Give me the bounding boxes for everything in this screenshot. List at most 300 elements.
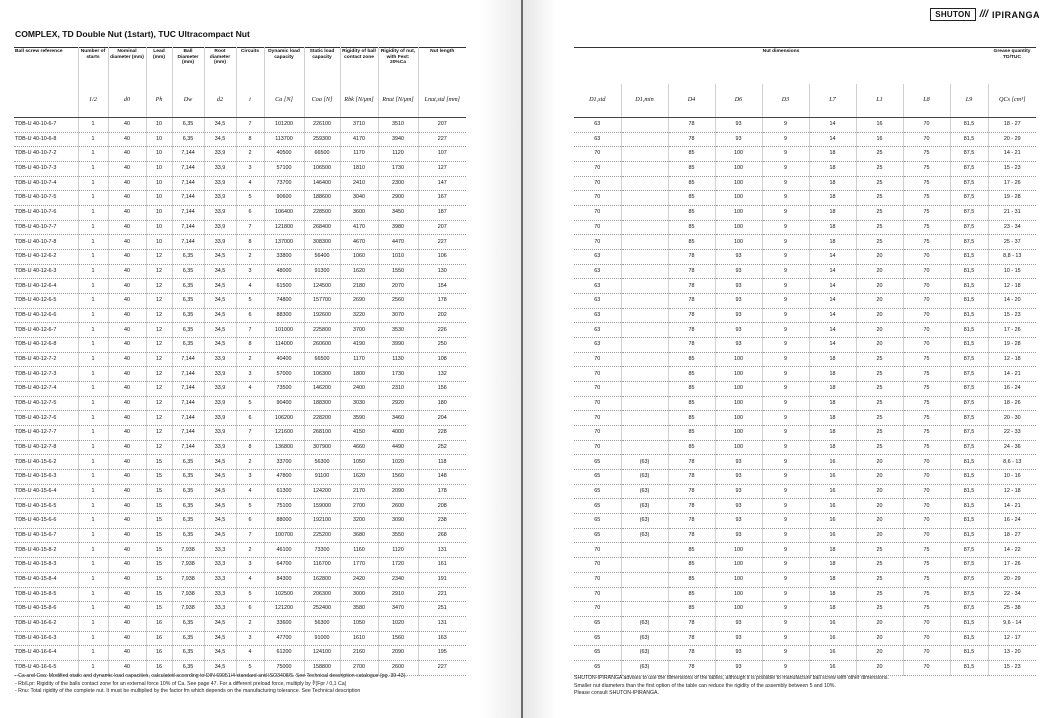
- table-cell: 8: [236, 132, 264, 147]
- table-cell: 227: [418, 132, 466, 147]
- table-cell: 16: [856, 118, 903, 133]
- table-cell: 2: [236, 455, 264, 470]
- table-cell: 7: [236, 220, 264, 235]
- table-cell: 5: [236, 660, 264, 675]
- table-cell: 8: [236, 338, 264, 353]
- table-cell: 18 - 27: [988, 118, 1036, 133]
- table-cell: 20: [856, 514, 903, 529]
- table-row: [574, 132, 1036, 147]
- table-row: [14, 426, 466, 441]
- table-cell: TDB-U 40-15-6-6: [14, 514, 78, 529]
- table-cell: 7,938: [172, 602, 204, 617]
- table-cell: 18: [809, 558, 856, 573]
- table-cell: 1: [78, 294, 108, 309]
- table-cell: 15 - 23: [988, 308, 1036, 323]
- table-cell: 1: [78, 176, 108, 191]
- table-cell: 81,5: [950, 118, 988, 133]
- table-cell: 81,5: [950, 294, 988, 309]
- table-cell: 1620: [340, 470, 378, 485]
- table-cell: 70: [574, 147, 621, 162]
- table-cell: 124500: [304, 279, 340, 294]
- table-cell: 6: [236, 514, 264, 529]
- table-cell: 70: [903, 132, 950, 147]
- table-cell: 18: [809, 411, 856, 426]
- right-page: [523, 0, 1058, 718]
- table-cell: 78: [668, 279, 715, 294]
- specs-column-header: Root diameter (mm): [204, 48, 236, 84]
- table-cell: 6,35: [172, 484, 204, 499]
- table-cell: 70: [903, 308, 950, 323]
- table-row: [14, 264, 466, 279]
- dimension-symbol: L7: [809, 84, 856, 118]
- table-cell: 93: [715, 484, 762, 499]
- table-cell: 40: [108, 646, 146, 661]
- table-cell: 7,144: [172, 426, 204, 441]
- table-cell: [621, 147, 668, 162]
- table-cell: 16: [809, 631, 856, 646]
- table-cell: 84300: [264, 572, 304, 587]
- table-cell: 81,5: [950, 264, 988, 279]
- table-cell: 1810: [340, 162, 378, 177]
- table-cell: 40: [108, 294, 146, 309]
- table-cell: 7,144: [172, 411, 204, 426]
- table-cell: 158800: [304, 660, 340, 675]
- table-cell: 16: [809, 470, 856, 485]
- table-cell: 85: [668, 426, 715, 441]
- table-cell: 12: [146, 338, 172, 353]
- table-cell: 192600: [304, 308, 340, 323]
- table-cell: 3: [236, 631, 264, 646]
- table-cell: 90400: [264, 396, 304, 411]
- table-cell: 33800: [264, 250, 304, 265]
- table-cell: 1020: [378, 616, 418, 631]
- table-cell: 65: [574, 646, 621, 661]
- table-cell: 87,5: [950, 382, 988, 397]
- table-cell: 85: [668, 602, 715, 617]
- table-cell: 6,35: [172, 455, 204, 470]
- table-cell: TDB-U 40-10-7-5: [14, 191, 78, 206]
- table-cell: 40: [108, 558, 146, 573]
- table-cell: 114000: [264, 338, 304, 353]
- table-cell: 40: [108, 528, 146, 543]
- table-cell: 1160: [340, 543, 378, 558]
- table-cell: 70: [574, 440, 621, 455]
- table-cell: 78: [668, 338, 715, 353]
- table-cell: 167: [418, 191, 466, 206]
- table-cell: 121600: [264, 426, 304, 441]
- table-cell: 15 - 23: [988, 660, 1036, 675]
- table-cell: 93: [715, 132, 762, 147]
- table-cell: 25: [856, 602, 903, 617]
- table-cell: 20: [856, 250, 903, 265]
- table-cell: 70: [574, 602, 621, 617]
- table-cell: 61500: [264, 279, 304, 294]
- table-cell: 87,5: [950, 147, 988, 162]
- table-cell: 47800: [264, 470, 304, 485]
- table-cell: 1: [78, 382, 108, 397]
- specs-column-header: Static load capacity: [304, 48, 340, 84]
- table-cell: 25: [856, 587, 903, 602]
- table-cell: 78: [668, 308, 715, 323]
- table-cell: 16: [809, 646, 856, 661]
- table-cell: 18: [809, 367, 856, 382]
- table-cell: 85: [668, 572, 715, 587]
- specs-symbol: d0: [108, 84, 146, 118]
- table-cell: 7: [236, 426, 264, 441]
- table-cell: 1: [78, 220, 108, 235]
- table-cell: TDB-U 40-15-6-3: [14, 470, 78, 485]
- table-cell: 100: [715, 543, 762, 558]
- table-cell: 65: [574, 514, 621, 529]
- table-cell: 9: [762, 455, 809, 470]
- table-cell: 3710: [340, 118, 378, 133]
- table-cell: 18 - 27: [988, 528, 1036, 543]
- dimension-symbol: QCs [cm³]: [988, 84, 1036, 118]
- table-row: [14, 323, 466, 338]
- table-cell: 3980: [378, 220, 418, 235]
- table-row: [14, 528, 466, 543]
- table-cell: TDB-U 40-10-7-2: [14, 147, 78, 162]
- table-cell: 88000: [264, 514, 304, 529]
- table-cell: 87,5: [950, 602, 988, 617]
- table-cell: 2700: [340, 660, 378, 675]
- table-cell: 56300: [304, 455, 340, 470]
- table-cell: 118: [418, 455, 466, 470]
- table-cell: 75: [903, 220, 950, 235]
- table-cell: 188300: [304, 396, 340, 411]
- table-cell: 206300: [304, 587, 340, 602]
- table-cell: 1050: [340, 616, 378, 631]
- table-cell: 12: [146, 426, 172, 441]
- table-cell: 1: [78, 206, 108, 221]
- table-cell: TDB-U 40-12-7-6: [14, 411, 78, 426]
- table-cell: 25: [856, 426, 903, 441]
- table-cell: 25: [856, 176, 903, 191]
- table-cell: 10: [146, 220, 172, 235]
- table-cell: 34,5: [204, 484, 236, 499]
- table-cell: [621, 352, 668, 367]
- table-cell: 9: [762, 499, 809, 514]
- table-cell: 1: [78, 572, 108, 587]
- table-cell: 75: [903, 235, 950, 250]
- table-cell: 16: [809, 616, 856, 631]
- table-cell: 2090: [378, 484, 418, 499]
- table-cell: 18: [809, 440, 856, 455]
- table-cell: 100: [715, 426, 762, 441]
- table-cell: 12: [146, 323, 172, 338]
- table-cell: 70: [903, 279, 950, 294]
- table-cell: 2400: [340, 382, 378, 397]
- table-cell: 7,144: [172, 235, 204, 250]
- table-cell: 1020: [378, 455, 418, 470]
- table-cell: 6,35: [172, 323, 204, 338]
- table-cell: 1: [78, 455, 108, 470]
- table-cell: 238: [418, 514, 466, 529]
- table-cell: 6,35: [172, 470, 204, 485]
- table-cell: 6,35: [172, 514, 204, 529]
- table-cell: 25: [856, 162, 903, 177]
- table-cell: 12: [146, 367, 172, 382]
- table-row: [14, 543, 466, 558]
- table-cell: 40: [108, 587, 146, 602]
- table-cell: 7: [236, 323, 264, 338]
- table-cell: 3000: [340, 587, 378, 602]
- table-cell: 63: [574, 250, 621, 265]
- table-cell: 70: [574, 382, 621, 397]
- table-cell: 4170: [340, 132, 378, 147]
- table-cell: 34,5: [204, 250, 236, 265]
- table-cell: 3580: [340, 602, 378, 617]
- table-cell: 7,144: [172, 191, 204, 206]
- table-cell: 252400: [304, 602, 340, 617]
- table-row: [574, 514, 1036, 529]
- table-cell: TDB-U 40-15-6-4: [14, 484, 78, 499]
- table-cell: [621, 396, 668, 411]
- table-cell: TDB-U 40-12-7-7: [14, 426, 78, 441]
- table-cell: 75: [903, 572, 950, 587]
- table-cell: 93: [715, 264, 762, 279]
- table-cell: 1730: [378, 162, 418, 177]
- table-cell: 78: [668, 264, 715, 279]
- table-cell: 178: [418, 484, 466, 499]
- table-row: [14, 235, 466, 250]
- table-cell: 16 - 24: [988, 514, 1036, 529]
- table-cell: 20 - 29: [988, 132, 1036, 147]
- table-row: [14, 396, 466, 411]
- table-cell: 204: [418, 411, 466, 426]
- table-row: [14, 455, 466, 470]
- table-cell: 81,5: [950, 484, 988, 499]
- table-cell: 15: [146, 470, 172, 485]
- table-cell: 1170: [340, 147, 378, 162]
- table-cell: 18: [809, 352, 856, 367]
- table-cell: TDB-U 40-12-6-6: [14, 308, 78, 323]
- specs-symbol: Lnut,std [mm]: [418, 84, 466, 118]
- specs-column-header: Nominal diameter (mm): [108, 48, 146, 84]
- table-cell: 33,3: [204, 558, 236, 573]
- table-cell: 1: [78, 631, 108, 646]
- table-cell: 18: [809, 220, 856, 235]
- table-cell: 100: [715, 587, 762, 602]
- table-cell: 1130: [378, 352, 418, 367]
- table-cell: 10 - 16: [988, 470, 1036, 485]
- dimension-symbol: D1,min: [621, 84, 668, 118]
- table-cell: 20: [856, 499, 903, 514]
- table-cell: 70: [574, 411, 621, 426]
- table-row: [574, 660, 1036, 675]
- table-cell: 16: [146, 660, 172, 675]
- table-cell: 85: [668, 396, 715, 411]
- table-cell: (63): [621, 631, 668, 646]
- table-cell: [621, 308, 668, 323]
- table-cell: 1: [78, 602, 108, 617]
- table-cell: 1: [78, 411, 108, 426]
- table-cell: 81,5: [950, 514, 988, 529]
- table-row: [574, 206, 1036, 221]
- table-cell: 70: [574, 543, 621, 558]
- table-cell: [621, 440, 668, 455]
- table-cell: 70: [903, 616, 950, 631]
- table-cell: 65: [574, 616, 621, 631]
- table-cell: 3530: [378, 323, 418, 338]
- table-cell: 12: [146, 308, 172, 323]
- table-cell: 70: [903, 631, 950, 646]
- table-cell: 1: [78, 338, 108, 353]
- table-cell: 33,9: [204, 191, 236, 206]
- table-cell: 75: [903, 411, 950, 426]
- table-cell: 70: [903, 499, 950, 514]
- table-cell: 78: [668, 118, 715, 133]
- table-cell: 7,144: [172, 440, 204, 455]
- table-cell: 85: [668, 558, 715, 573]
- table-cell: 1: [78, 646, 108, 661]
- table-cell: 8,8 - 13: [988, 250, 1036, 265]
- table-cell: [621, 587, 668, 602]
- table-cell: 63: [574, 294, 621, 309]
- table-cell: 81,5: [950, 308, 988, 323]
- table-cell: [621, 176, 668, 191]
- table-cell: 18: [809, 191, 856, 206]
- table-cell: 6,35: [172, 631, 204, 646]
- table-cell: 5: [236, 396, 264, 411]
- table-cell: 2410: [340, 176, 378, 191]
- table-row: [14, 587, 466, 602]
- table-cell: 78: [668, 646, 715, 661]
- table-cell: 9,6 - 14: [988, 616, 1036, 631]
- table-cell: 106200: [264, 411, 304, 426]
- table-cell: 10: [146, 191, 172, 206]
- table-cell: 81,5: [950, 499, 988, 514]
- table-cell: 34,5: [204, 294, 236, 309]
- table-cell: 250: [418, 338, 466, 353]
- table-cell: 107: [418, 147, 466, 162]
- table-cell: 74800: [264, 294, 304, 309]
- table-cell: 40: [108, 382, 146, 397]
- table-cell: 20: [856, 294, 903, 309]
- table-cell: 70: [574, 176, 621, 191]
- table-cell: 9: [762, 162, 809, 177]
- table-cell: 4190: [340, 338, 378, 353]
- table-cell: 207: [418, 220, 466, 235]
- table-row: [574, 367, 1036, 382]
- table-cell: TDB-U 40-15-8-5: [14, 587, 78, 602]
- table-cell: 147: [418, 176, 466, 191]
- table-cell: 14: [809, 338, 856, 353]
- table-cell: 75: [903, 147, 950, 162]
- table-cell: 93: [715, 455, 762, 470]
- table-row: [14, 572, 466, 587]
- table-cell: 78: [668, 250, 715, 265]
- table-cell: 78: [668, 323, 715, 338]
- table-cell: 25: [856, 235, 903, 250]
- table-cell: 146400: [304, 176, 340, 191]
- table-cell: 63: [574, 338, 621, 353]
- table-cell: 16: [856, 132, 903, 147]
- table-cell: 1: [78, 352, 108, 367]
- table-cell: 16 - 24: [988, 382, 1036, 397]
- table-cell: 24 - 36: [988, 440, 1036, 455]
- table-cell: 21 - 31: [988, 206, 1036, 221]
- table-cell: 9: [762, 440, 809, 455]
- dimension-symbol: D1,std: [574, 84, 621, 118]
- table-row: [574, 646, 1036, 661]
- table-cell: 33,9: [204, 411, 236, 426]
- table-cell: 208: [418, 499, 466, 514]
- table-cell: 6,35: [172, 118, 204, 133]
- specs-symbol: Dw: [172, 84, 204, 118]
- dimensions-header-row: [574, 48, 1036, 84]
- table-cell: 78: [668, 514, 715, 529]
- table-cell: 3680: [340, 528, 378, 543]
- table-cell: 5: [236, 191, 264, 206]
- table-cell: 6,35: [172, 616, 204, 631]
- table-cell: [621, 235, 668, 250]
- table-cell: 81,5: [950, 250, 988, 265]
- table-cell: 93: [715, 294, 762, 309]
- table-cell: 154: [418, 279, 466, 294]
- table-row: [14, 294, 466, 309]
- table-cell: 6,35: [172, 308, 204, 323]
- table-cell: 40: [108, 176, 146, 191]
- table-cell: 1620: [340, 264, 378, 279]
- table-cell: 207: [418, 118, 466, 133]
- table-row: [574, 191, 1036, 206]
- table-cell: 7,144: [172, 147, 204, 162]
- table-cell: 8,6 - 13: [988, 455, 1036, 470]
- specs-body: [14, 118, 466, 676]
- table-cell: 73300: [304, 543, 340, 558]
- table-cell: 1: [78, 543, 108, 558]
- table-cell: 14 - 21: [988, 499, 1036, 514]
- table-cell: 12: [146, 264, 172, 279]
- dimensions-symbol-row: [574, 84, 1036, 118]
- table-row: [574, 176, 1036, 191]
- table-cell: 1: [78, 118, 108, 133]
- table-cell: 2: [236, 543, 264, 558]
- table-cell: 78: [668, 470, 715, 485]
- table-row: [574, 162, 1036, 177]
- table-cell: 33,3: [204, 587, 236, 602]
- table-cell: [621, 206, 668, 221]
- table-cell: 9: [762, 396, 809, 411]
- table-cell: 8: [236, 440, 264, 455]
- table-cell: 130: [418, 264, 466, 279]
- table-cell: 18: [809, 602, 856, 617]
- table-cell: 70: [903, 118, 950, 133]
- table-cell: 2090: [378, 646, 418, 661]
- table-cell: 20: [856, 323, 903, 338]
- table-cell: 20: [856, 455, 903, 470]
- table-cell: 40: [108, 616, 146, 631]
- table-cell: 225200: [304, 528, 340, 543]
- table-cell: 87,5: [950, 162, 988, 177]
- table-cell: 2160: [340, 646, 378, 661]
- table-cell: 156: [418, 382, 466, 397]
- table-cell: 1730: [378, 367, 418, 382]
- table-cell: (63): [621, 499, 668, 514]
- table-row: [574, 484, 1036, 499]
- table-cell: 4170: [340, 220, 378, 235]
- table-cell: 9: [762, 514, 809, 529]
- table-cell: TDB-U 40-12-6-8: [14, 338, 78, 353]
- table-cell: 15: [146, 543, 172, 558]
- table-cell: 65: [574, 528, 621, 543]
- table-cell: 57000: [264, 367, 304, 382]
- table-row: [574, 323, 1036, 338]
- table-cell: 1: [78, 514, 108, 529]
- table-row: [574, 528, 1036, 543]
- table-cell: 78: [668, 484, 715, 499]
